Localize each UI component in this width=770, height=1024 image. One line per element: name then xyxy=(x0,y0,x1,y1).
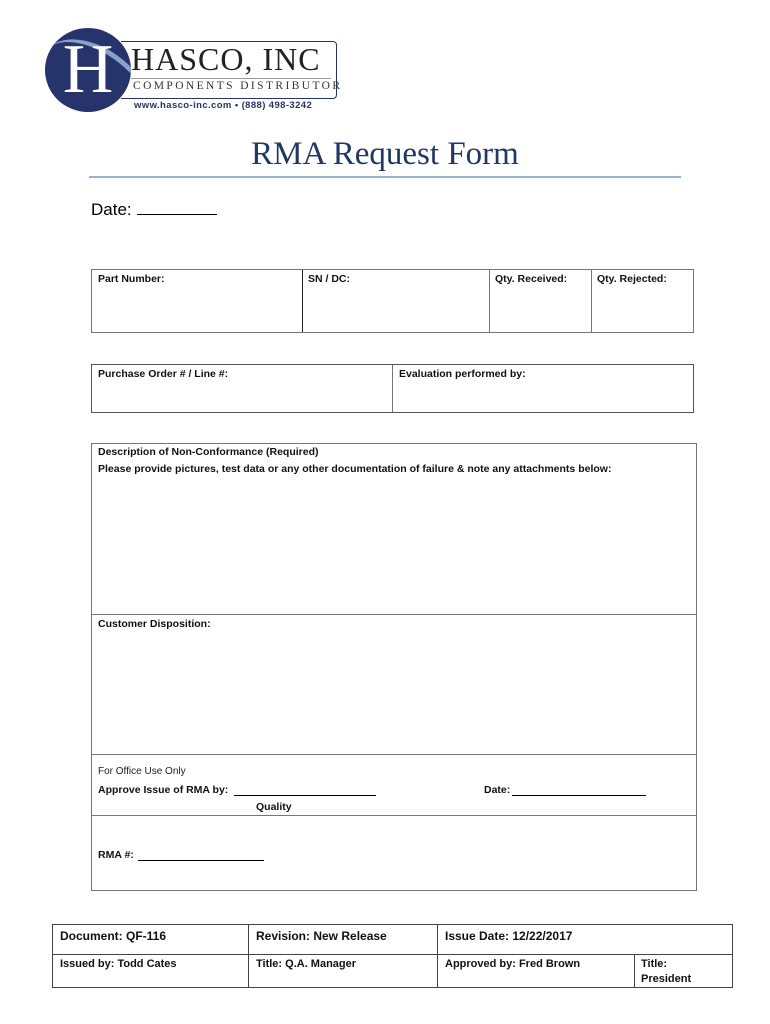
issued-by: Issued by: Todd Cates xyxy=(60,958,177,970)
column-divider xyxy=(437,925,438,987)
column-divider xyxy=(248,925,249,987)
office-date-label: Date: xyxy=(484,784,511,796)
purchase-order-label: Purchase Order # / Line #: xyxy=(98,368,229,380)
approved-by: Approved by: Fred Brown xyxy=(445,958,581,970)
sn-dc-label: SN / DC: xyxy=(308,273,350,285)
approver-title-label: Title: xyxy=(641,958,668,970)
row-divider xyxy=(92,754,696,755)
date-label: Date: xyxy=(91,200,132,219)
logo-divider xyxy=(131,78,331,79)
qty-rejected-label: Qty. Rejected: xyxy=(597,273,667,285)
customer-disposition-field[interactable] xyxy=(92,616,696,754)
row-divider xyxy=(92,815,696,816)
qty-received-label: Qty. Received: xyxy=(495,273,568,285)
customer-disposition-label: Customer Disposition: xyxy=(98,618,211,630)
approve-rma-label: Approve Issue of RMA by: xyxy=(98,784,229,796)
date-field xyxy=(91,199,217,220)
company-tagline: COMPONENTS DISTRIBUTOR xyxy=(133,80,343,92)
column-divider xyxy=(634,954,635,987)
office-use-note: For Office Use Only xyxy=(98,766,186,777)
approver-title-value: President xyxy=(641,973,692,985)
issue-date: Issue Date: 12/22/2017 xyxy=(445,929,573,943)
po-evaluation-table xyxy=(91,364,694,413)
approve-rma-signature-line[interactable] xyxy=(234,784,376,796)
document-control-table xyxy=(52,924,733,988)
approve-rma-sublabel: Quality xyxy=(256,801,292,813)
document-number: Document: QF-116 xyxy=(60,929,167,943)
row-divider xyxy=(53,954,732,955)
part-info-table xyxy=(91,269,694,333)
revision: Revision: New Release xyxy=(256,929,387,943)
rma-number-label: RMA #: xyxy=(98,849,134,861)
description-instructions: Please provide pictures, test data or any other documentation of failure & note any attachments below: xyxy=(98,463,612,475)
logo-monogram: H xyxy=(62,31,114,108)
rma-number-line[interactable] xyxy=(138,849,264,861)
row-divider xyxy=(92,614,696,615)
description-heading: Description of Non-Conformance (Required) xyxy=(98,446,319,458)
evaluation-performed-by-label: Evaluation performed by: xyxy=(399,368,526,380)
title-divider xyxy=(89,176,681,178)
company-name: HASCO, INC xyxy=(131,41,321,77)
nonconformance-table xyxy=(91,443,697,891)
office-date-line[interactable] xyxy=(512,784,646,796)
logo-emblem xyxy=(45,28,131,112)
part-number-label: Part Number: xyxy=(98,273,165,285)
date-input[interactable] xyxy=(137,199,217,215)
company-contact: www.hasco-inc.com • (888) 498-3242 xyxy=(134,100,313,111)
issuer-title: Title: Q.A. Manager xyxy=(256,958,357,970)
page-title: RMA Request Form xyxy=(251,136,519,172)
